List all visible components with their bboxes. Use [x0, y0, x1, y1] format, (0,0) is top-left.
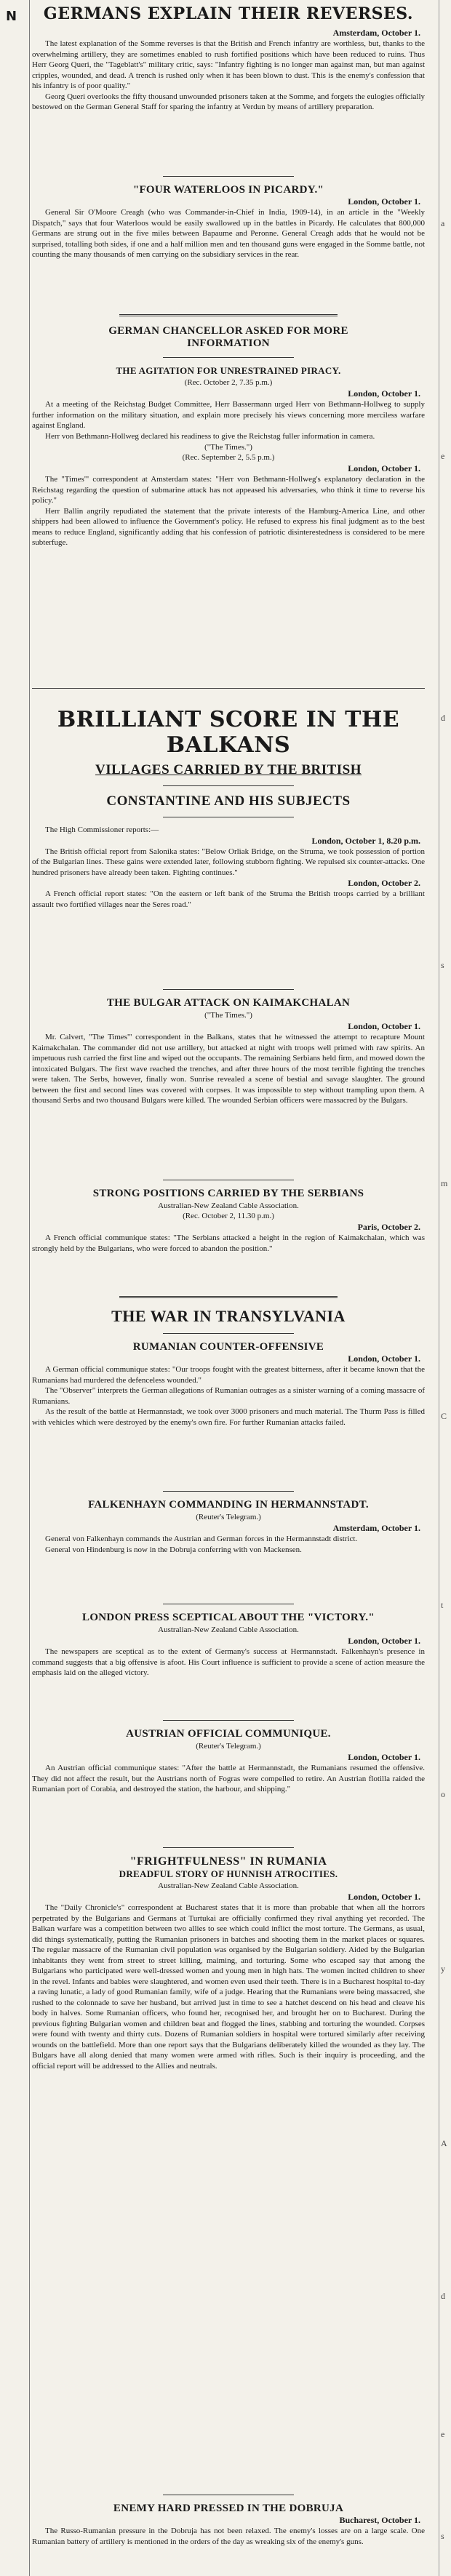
- headline: THE BULGAR ATTACK ON KAIMAKCHALAN: [106, 997, 351, 1009]
- divider: [163, 1333, 294, 1334]
- paragraph: As the result of the battle at Hermannstadt, we took over 3000 prisoners and much material. The Thurm Pass is filled with vehicles which were destroyed by the enemy's own fire. For further Rumanian attacks failed.: [32, 1407, 425, 1427]
- edge-letter: s: [441, 2531, 444, 2541]
- divider: [163, 1720, 294, 1721]
- divider: [119, 1296, 338, 1298]
- received-note: (Rec. October 2, 11.30 p.m.): [183, 1212, 274, 1220]
- dateline: London, October 1.: [348, 196, 420, 207]
- paragraph: A French official report states: "On the eastern or left bank of the Struma the British troops carried by a brilliant assault two fortified villages near the Seres road.": [32, 889, 425, 909]
- divider: [163, 1491, 294, 1492]
- banner-headline: BRILLIANT SCORE IN THE BALKANS: [57, 707, 400, 758]
- edge-letter: o: [441, 1789, 445, 1799]
- headline: GERMAN CHANCELLOR ASKED FOR MORE: [108, 325, 348, 337]
- dateline: London, October 1.: [348, 1892, 420, 1902]
- dateline: Amsterdam, October 1.: [332, 1523, 420, 1533]
- dateline: Paris, October 2.: [357, 1222, 420, 1232]
- paragraph: The "Times'" correspondent at Amsterdam states: "Herr von Bethmann-Hollweg's explanatory declaration in the Reichstag regarding the question of submarine attack has not appeased his adversaries, who think it time to reverse his policy.": [32, 475, 425, 505]
- edge-letter: m: [441, 1178, 448, 1188]
- paragraph: The "Daily Chronicle's" correspondent at Bucharest states that it is more than probable that when all the horrors perpetrated by the Bulgarians and Germans at Turtukai are officially confirmed they rival anything yet recorded. The Balkan warfare was a competition between two allies to see which could inflict the most torture. The Germans, as usual, did things systematically, putting the Rumanian prisoners in batches and shooting them in the market places or squares. The regular massacre of the Rumanian civil population was organised by the Bulgarian soldiery. Aided by the Bulgarian inhabitants they went from street to street killing, maiming, and torturing. Some who escaped say that among the Bulgarians who participated were well-dressed women and young men in high hats. The women incited children to sheer in the revel. Infants and babies were slaughtered, and women even used their teeth. There is in a Bucharest hospital to-day a raving lunatic, a lady of good Rumanian family, wife of a judge. Hearing that the Rumanians were being massacred, she rushed to the colonnade to save her husband, but arrived just in time to see a hatchet descend on his head and cleave his body in halves. Some Rumanian officers, who found her, recognised her, and brought her on to Bucharest. During the previous fighting Bulgarian women and children beat and flogged the lines, stabbing and torturing the wounded. Corpses were found with twenty and thirty cuts. Dozens of Rumanian soldiers in hospital were tortured similarly after receiving wounds on the battlefield. More than one report says that the Bulgarians deliberately killed the wounded as they lay. The Bulgars have all along denied that many women were armed with rifles. Such is their inquiry is proceeding, and the official report will be addressed to the Allies and neutrals.: [32, 1903, 425, 2071]
- source-note: ("The Times."): [204, 1011, 252, 1020]
- source-note: Australian-New Zealand Cable Association.: [158, 1625, 299, 1634]
- paragraph: General Sir O'Moore Creagh (who was Commander-in-Chief in India, 1909-14), in an article in the "Weekly Dispatch," says that four Waterloos would be easily swallowed up in the battles in Picardy. He calculates that 800,000 Germans are strung out in the five miles between Bapaume and Peronne. General Creagh adds that he would not be surprised, totalling both sides, if one and a half million men and ten thousand guns were engaged in the Somme battle, not counting the many thousands of men carrying on the subsidiary services in the rear.: [32, 208, 425, 260]
- headline: STRONG POSITIONS CARRIED BY THE SERBIANS: [92, 1188, 364, 1199]
- source-note: (Reuter's Telegram.): [196, 1513, 261, 1521]
- headline: LONDON PRESS SCEPTICAL ABOUT THE "VICTORY.": [82, 1612, 375, 1623]
- source-note: (Reuter's Telegram.): [196, 1742, 261, 1751]
- dateline: London, October 2.: [348, 878, 420, 889]
- source-note: Australian-New Zealand Cable Association.: [158, 1201, 299, 1210]
- section-rule: [32, 688, 425, 689]
- article-kaimakchalan: [32, 982, 425, 1106]
- dateline: Amsterdam, October 1.: [332, 28, 420, 38]
- headline: ENEMY HARD PRESSED IN THE DOBRUJA: [113, 2503, 344, 2514]
- article-transylvania: [32, 1287, 425, 1428]
- edge-letter: C: [441, 1411, 447, 1421]
- article-press-sceptical: [32, 1596, 425, 1679]
- paragraph: Herr Ballin angrily repudiated the statement that the private interests of the Hamburg-America Line, and other shippers had been allowed to influence the Government's policy. He refused to express his final judgment as to the best means to reduce England, significantly adding that his confession of patriotic disinterestedness is considered to be mere subterfuge.: [32, 506, 425, 548]
- headline: GERMANS EXPLAIN THEIR REVERSES.: [43, 4, 414, 23]
- article-frightfulness: [32, 1840, 425, 2071]
- divider: [163, 1847, 294, 1848]
- paragraph: An Austrian official communique states: "After the battle at Hermannstadt, the Rumanians resumed the offensive. They did not affect the result, but the Austrians north of Fogras were compelled to retire. An Austrian flotilla raided the Rumanian port of Corabia, and destroyed the station, the harbour, and shipping.": [32, 1764, 425, 1794]
- article-chancellor: [32, 305, 425, 548]
- dateline: London, October 1.: [348, 1752, 420, 1762]
- left-gutter: [0, 0, 30, 2576]
- divider: [119, 314, 338, 316]
- received-note: (Rec. October 2, 7.35 p.m.): [184, 378, 273, 387]
- paragraph: The Russo-Rumanian pressure in the Dobruja has not been relaxed. The enemy's losses are on a large scale. One Rumanian battery of artillery is mentioned in the orders of the day as wreaking six of the enemy's guns.: [32, 2527, 425, 2546]
- paragraph: At a meeting of the Reichstag Budget Committee, Herr Bassermann urged Herr von Bethmann-Hollweg to supply further information on the military situation, and explain more precisely his views concerning more merciless warfare against England.: [32, 400, 425, 431]
- dateline: London, October 1.: [348, 1353, 420, 1364]
- article-falkenhayn: [32, 1484, 425, 1555]
- edge-letter: d: [441, 713, 445, 723]
- headline: "FRIGHTFULNESS" IN RUMANIA: [129, 1855, 327, 1868]
- divider: [163, 176, 294, 177]
- dateline: London, October 1.: [348, 1021, 420, 1031]
- paragraph: A German official communique states: "Our troops fought with the greatest bitterness, after it became known that the Rumanians had murdered the defenceless wounded.": [32, 1365, 425, 1385]
- gutter-glyph: N: [6, 9, 17, 24]
- paragraph: The "Observer" interprets the German allegations of Rumanian outrages as a sinister warning of a coming massacre of Rumanians.: [32, 1386, 425, 1406]
- paragraph: A French official communique states: "The Serbians attacked a height in the region of Kaimakchalan, which was strongly held by the Bulgarians, who were forced to abandon the position.": [32, 1233, 425, 1253]
- source-note: ("The Times."): [204, 443, 252, 452]
- headline: AUSTRIAN OFFICIAL COMMUNIQUE.: [126, 1728, 331, 1740]
- paragraph: The newspapers are sceptical as to the extent of Germany's success at Hermannstadt. Falkenhayn's presence in command suggests that a big offensive is afoot. His Court influence is sufficient to provide a scene of action measure the emphasis laid on the alleged victory.: [32, 1647, 425, 1678]
- headline: CONSTANTINE AND HIS SUBJECTS: [106, 793, 351, 809]
- divider: [163, 357, 294, 358]
- paragraph: The High Commissioner reports:—: [45, 825, 159, 834]
- edge-letter: t: [441, 1600, 444, 1610]
- paragraph: The latest explanation of the Somme reverses is that the British and French infantry are worthless, but, thanks to the overwhelming artillery, they are sometimes enabled to rush fortified positions which have been reduced to ruins. Thus Herr Georg Queri, the "Tageblatt's" military critic, says: "Infantry fighting is no longer man against man, but man against cripples, wounded, and dead. A trench is rushed only when it has been blown to dust. This is the enemy's confession that his infantry is of poor quality.": [32, 39, 425, 91]
- edge-letter: y: [441, 1964, 445, 1974]
- subheadline: DREADFUL STORY OF HUNNISH ATROCITIES.: [119, 1868, 338, 1879]
- paragraph: Herr von Bethmann-Hollweg declared his readiness to give the Reichstag fuller information in camera.: [45, 431, 375, 441]
- headline: "FOUR WATERLOOS IN PICARDY.": [132, 184, 324, 196]
- headline: RUMANIAN COUNTER-OFFENSIVE: [132, 1341, 324, 1353]
- source-note: Australian-New Zealand Cable Association.: [158, 1881, 299, 1890]
- received-note: (Rec. September 2, 5.5 p.m.): [182, 453, 275, 463]
- headline: INFORMATION: [187, 337, 270, 349]
- paragraph: Georg Queri overlooks the fifty thousand unwounded prisoners taken at the Somme, and forgets the eulogies officially bestowed on the German General Staff for sparing the infantry at Verdun by means of artillery preparation.: [32, 92, 425, 112]
- article-austrian-communique: [32, 1713, 425, 1795]
- divider: [163, 989, 294, 990]
- dateline: London, October 1.: [348, 463, 420, 474]
- edge-letter: s: [441, 960, 444, 970]
- paragraph: Mr. Calvert, "The Times'" correspondent in the Balkans, states that he witnessed the attempt to recapture Mount Kaimakchalan. The commander did not use artillery, but attacked at night with troops well primed with raw spirits. An impetuous rush carried the first line and wiped out the occupants. The remaining Serbians held firm, and mowed down the intoxicated Bulgars. The first wave reached the trenches, and after three hours of the most terrible fighting the trenches were taken. The Serbs, however, finally won. Sunrise revealed a scene of bestial and savage slaughter. The ground between the first and second lines was covered with corpses. It was impossible to step without trampling upon them. A thousand Serbs and two thousand Bulgars were killed. The wounded Serbian officers were massacred by the Bulgars.: [32, 1033, 425, 1105]
- paragraph: The British official report from Salonika states: "Below Orliak Bridge, on the Struma, we took possession of portion of the Bulgarian lines. These gains were extended later, following stubborn fighting. We repulsed six counter-attacks. One hundred prisoners have already been taken. Fighting continues.": [32, 847, 425, 877]
- dateline: London, October 1.: [348, 1636, 420, 1646]
- paragraph: General von Falkenhayn commands the Austrian and German forces in the Hermannstadt district.: [45, 1535, 358, 1543]
- dateline: London, October 1.: [348, 388, 420, 399]
- headline-text: VILLAGES CARRIED BY THE BRITISH: [95, 762, 362, 777]
- banner-headline: THE WAR IN TRANSYLVANIA: [111, 1307, 346, 1325]
- headline: [32, 762, 425, 778]
- right-gutter: [439, 0, 451, 2576]
- subheadline: THE AGITATION FOR UNRESTRAINED PIRACY.: [116, 365, 341, 376]
- dateline: London, October 1, 8.20 p.m.: [311, 835, 420, 846]
- divider: [163, 785, 294, 786]
- edge-letter: A: [441, 2138, 447, 2148]
- headline: FALKENHAYN COMMANDING IN HERMANNSTADT.: [88, 1499, 369, 1511]
- edge-letter: e: [441, 451, 445, 461]
- dateline: Bucharest, October 1.: [339, 2515, 420, 2525]
- article-germans-explain: [32, 0, 425, 113]
- edge-letter: e: [441, 2429, 445, 2439]
- article-four-waterloos: [32, 169, 425, 260]
- edge-letter: d: [441, 2291, 445, 2301]
- edge-letter: a: [441, 218, 445, 228]
- paragraph: General von Hindenburg is now in the Dobruja conferring with von Mackensen.: [45, 1545, 302, 1554]
- article-balkans: [32, 698, 425, 910]
- article-dobruja: [32, 2487, 425, 2547]
- article-serbians: [32, 1172, 425, 1254]
